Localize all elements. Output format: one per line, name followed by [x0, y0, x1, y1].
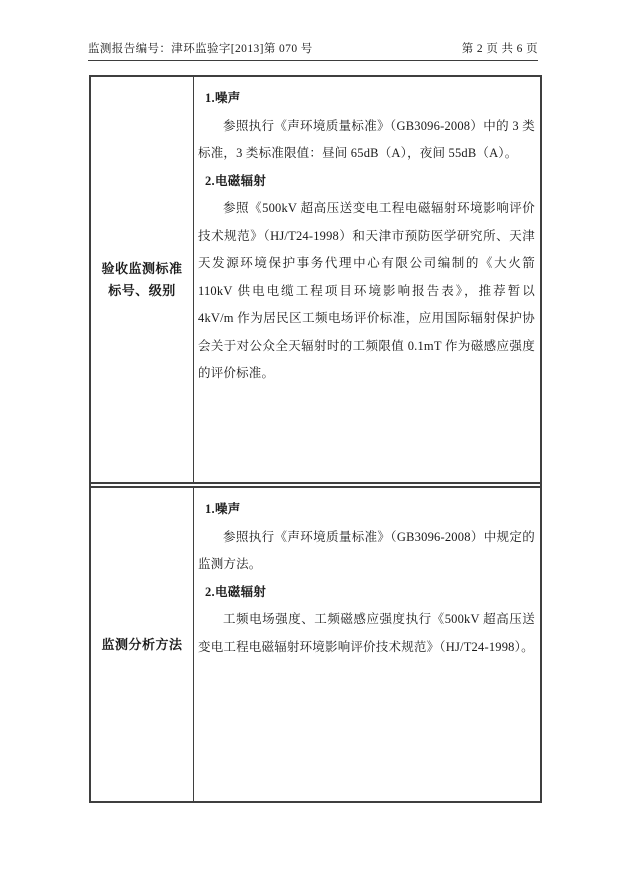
- row-label-line: 标号、级别: [108, 282, 176, 298]
- header-report-number: 监测报告编号：津环监验字[2013]第 070 号: [88, 43, 313, 55]
- emf-section-heading: 2.电磁辐射: [205, 173, 267, 188]
- page-header: [88, 40, 538, 61]
- table-row-analysis-methods: [91, 488, 540, 801]
- emf-method-paragraph: 工频电场强度、工频磁感应强度执行《500kV 超高压送变电工程电磁辐射环境影响评价技术规范》（HJ/T24-1998）。: [198, 612, 535, 654]
- header-page-indicator: 第 2 页 共 6 页: [461, 43, 538, 55]
- row-label-analysis-methods: [91, 488, 194, 801]
- row-content-analysis-methods: [194, 488, 540, 801]
- row-label-line: 监测分析方法: [101, 636, 183, 652]
- noise-section-paragraph: 参照执行《声环境质量标准》（GB3096-2008）中的 3 类标准，3 类标准限值：昼间 65dB（A），夜间 55dB（A）。: [198, 118, 535, 160]
- row-content-acceptance-standards: [194, 77, 540, 482]
- noise-method-heading: 1.噪声: [205, 502, 241, 516]
- monitoring-standards-table: [89, 75, 542, 803]
- row-label-acceptance-standards: [91, 77, 194, 482]
- row-label-line: 验收监测标准: [101, 260, 183, 276]
- emf-method-heading: 2.电磁辐射: [205, 584, 267, 599]
- table-row-acceptance-standards: [91, 77, 540, 488]
- noise-section-heading: 1.噪声: [205, 91, 241, 105]
- emf-section-paragraph: 参照《500kV 超高压送变电工程电磁辐射环境影响评价技术规范》（HJ/T24-1998）和天津市预防医学研究所、天津天发源环境保护事务代理中心有限公司编制的《大火箭 110kV 供电电缆工程项目环境影响报告表》，推荐暂以 4kV/m 作为居民区工频电场评价标准，应用国际辐射保护协会关于对公众全天辐射时的工频限值 0.1mT 作为磁感应强度的评价标准。: [198, 201, 535, 380]
- noise-method-paragraph: 参照执行《声环境质量标准》（GB3096-2008）中规定的监测方法。: [198, 529, 535, 571]
